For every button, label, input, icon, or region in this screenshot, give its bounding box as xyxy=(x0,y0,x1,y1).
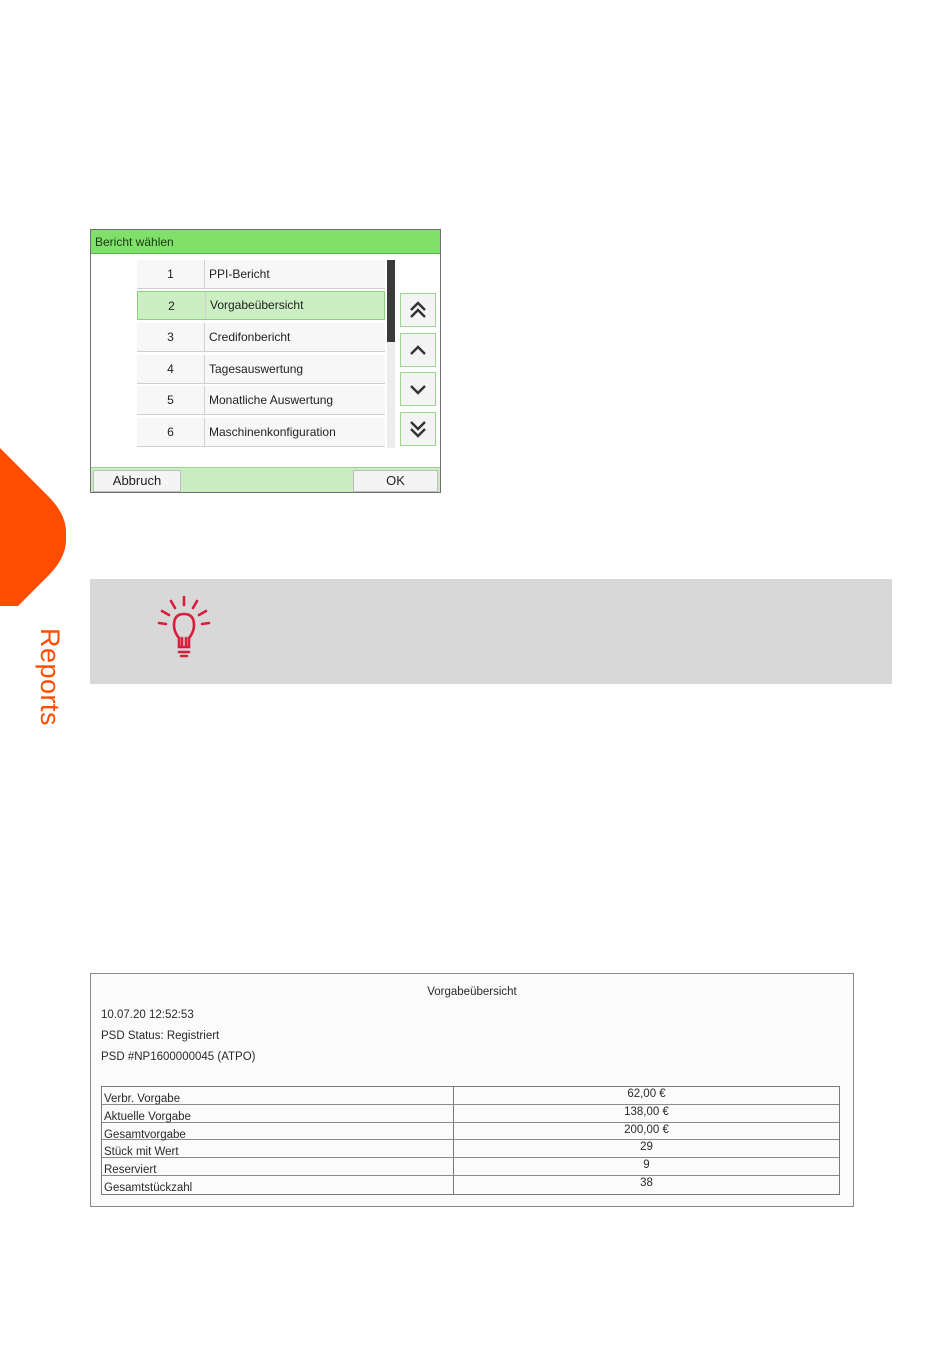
menu-item-number: 3 xyxy=(137,323,205,351)
row-label: Stück mit Wert xyxy=(102,1140,454,1157)
page-up-button[interactable] xyxy=(400,293,436,327)
lightbulb-icon xyxy=(152,593,216,663)
ok-button[interactable]: OK xyxy=(353,470,438,492)
menu-item-ppi-bericht[interactable] xyxy=(137,260,385,289)
chevron-up-icon xyxy=(408,340,428,360)
menu-item-maschinenkonfiguration[interactable] xyxy=(137,418,385,447)
menu-item-vorgabeuebersicht[interactable] xyxy=(137,291,385,320)
menu-item-tagesauswertung[interactable] xyxy=(137,355,385,384)
row-label: Verbr. Vorgabe xyxy=(102,1087,454,1104)
row-label: Aktuelle Vorgabe xyxy=(102,1105,454,1122)
chevron-down-icon xyxy=(408,379,428,399)
printout-title: Vorgabeübersicht xyxy=(427,986,517,998)
report-printout xyxy=(90,973,854,1207)
section-label: Reports xyxy=(35,628,65,727)
row-label: Gesamtstückzahl xyxy=(102,1176,454,1194)
row-value: 138,00 € xyxy=(624,1105,669,1118)
row-value: 62,00 € xyxy=(627,1088,666,1100)
device-screen xyxy=(90,229,441,493)
side-tab xyxy=(0,448,66,606)
menu-item-label: Vorgabeübersicht xyxy=(210,298,304,312)
screen-footer xyxy=(91,467,440,492)
menu-item-number: 6 xyxy=(137,418,205,446)
printout-status: PSD Status: Registriert xyxy=(101,1030,220,1042)
cancel-button[interactable]: Abbruch xyxy=(93,470,181,492)
row-label: Gesamtvorgabe xyxy=(102,1123,454,1140)
menu-item-monatliche-auswertung[interactable] xyxy=(137,386,385,415)
menu-item-label: Credifonbericht xyxy=(209,329,291,344)
printout-table xyxy=(101,1086,840,1195)
double-chevron-up-icon xyxy=(408,300,428,320)
row-value: 9 xyxy=(643,1159,650,1172)
menu-item-label: PPI-Bericht xyxy=(209,266,270,281)
row-value: 200,00 € xyxy=(624,1123,669,1136)
double-chevron-down-icon xyxy=(408,419,428,439)
menu-item-number: 4 xyxy=(137,355,205,383)
printout-psd-number: PSD #NP1600000045 (ATPO) xyxy=(101,1051,256,1063)
table-row xyxy=(102,1123,839,1141)
scroll-up-button[interactable] xyxy=(400,333,436,367)
menu-item-number: 5 xyxy=(137,386,205,414)
scrollbar-thumb[interactable] xyxy=(387,260,395,342)
table-row xyxy=(102,1087,839,1105)
menu-item-label: Monatliche Auswertung xyxy=(209,392,334,407)
row-value: 38 xyxy=(640,1176,653,1189)
screen-title: Bericht wählen xyxy=(91,230,440,254)
table-row xyxy=(102,1140,839,1158)
menu-item-credifonbericht[interactable] xyxy=(137,323,385,352)
table-row xyxy=(102,1176,839,1194)
table-row xyxy=(102,1158,839,1176)
printout-datetime: 10.07.20 12:52:53 xyxy=(101,1009,194,1021)
row-label: Reserviert xyxy=(102,1158,454,1175)
scroll-down-button[interactable] xyxy=(400,372,436,406)
page-down-button[interactable] xyxy=(400,412,436,446)
table-row xyxy=(102,1105,839,1123)
row-value: 29 xyxy=(640,1141,653,1154)
menu-item-number: 1 xyxy=(137,260,205,288)
tip-box xyxy=(90,579,892,684)
menu-item-label: Maschinenkonfiguration xyxy=(209,424,336,439)
menu-item-number: 2 xyxy=(138,292,206,319)
menu-item-label: Tagesauswertung xyxy=(209,361,304,376)
